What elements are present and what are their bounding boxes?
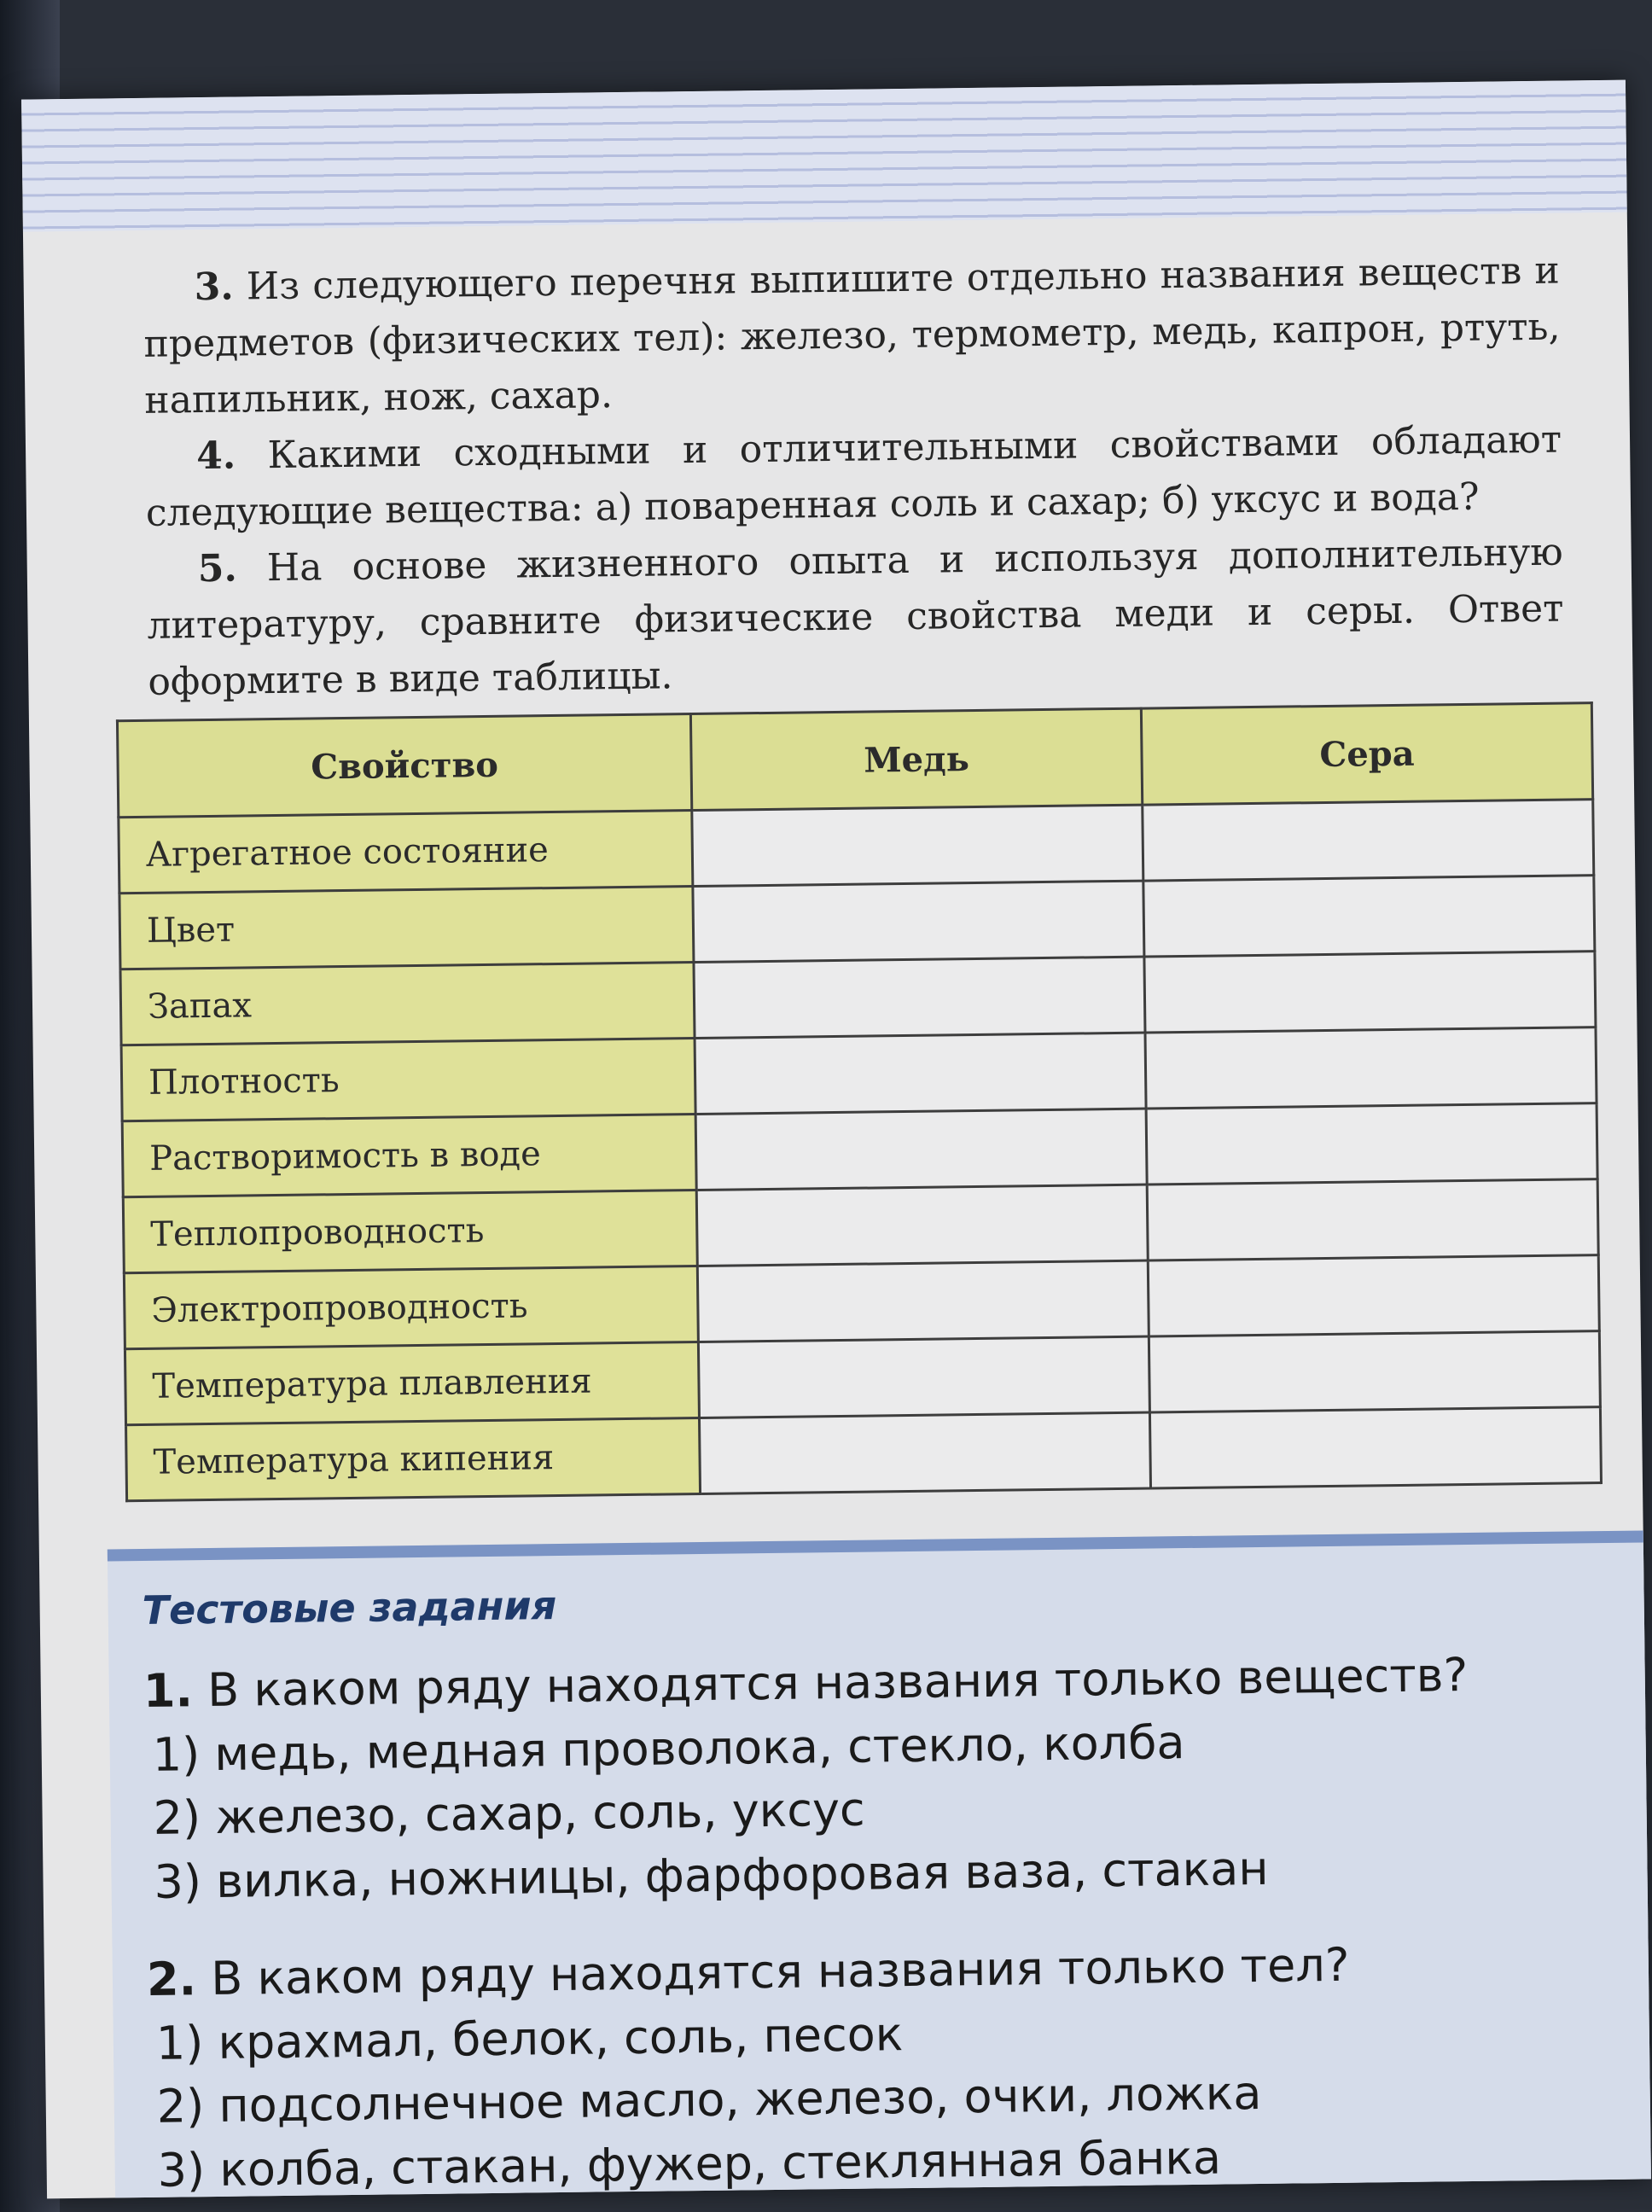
row-label: Цвет <box>119 887 694 969</box>
option: 3) вилка, ножницы, фарфоровая ваза, стакан <box>154 1841 1269 1909</box>
sulfur-cell[interactable] <box>1145 1027 1597 1109</box>
header-sulfur: Сера <box>1141 703 1592 805</box>
copper-cell[interactable] <box>692 805 1143 886</box>
ruled-notebook-strip <box>21 80 1627 232</box>
sulfur-cell[interactable] <box>1143 876 1595 957</box>
row-label: Температура кипения <box>126 1417 701 1500</box>
sulfur-cell[interactable] <box>1148 1255 1599 1336</box>
copper-cell[interactable] <box>694 957 1145 1038</box>
copper-cell[interactable] <box>699 1412 1150 1493</box>
row-label: Плотность <box>121 1039 695 1121</box>
sulfur-cell[interactable] <box>1149 1331 1600 1412</box>
sulfur-cell[interactable] <box>1149 1407 1601 1488</box>
task-4: 4. Какими сходными и отличительными свойствами обладают следующие вещества: а) поваренная соль и сахар; б) уксус и вода? <box>145 417 1562 535</box>
sulfur-cell[interactable] <box>1143 800 1594 881</box>
exercise-section <box>143 243 1574 1502</box>
test-questions <box>143 1642 1600 2198</box>
question-2: 2. В каком ряду находятся названия только тел? <box>146 1937 1350 2007</box>
task-5: 5. На основе жизненного опыта и используя дополнительную литературу, сравните физические свойства меди и серы. Ответ оформите в виде таблицы. <box>147 530 1564 704</box>
question-1: 1. В каком ряду находятся названия только веществ? <box>143 1648 1469 1718</box>
header-copper: Медь <box>690 708 1142 810</box>
copper-cell[interactable] <box>695 1109 1147 1190</box>
option: 1) крахмал, белок, соль, песок <box>155 2006 904 2070</box>
row-label: Температура плавления <box>125 1342 699 1424</box>
sulfur-cell[interactable] <box>1146 1103 1597 1185</box>
copper-cell[interactable] <box>695 1033 1146 1114</box>
sulfur-cell[interactable] <box>1147 1179 1598 1260</box>
test-tasks-title: Тестовые задания <box>142 1582 557 1633</box>
row-label: Теплопроводность <box>123 1190 697 1273</box>
textbook-page <box>21 80 1651 2199</box>
task-3: 3. Из следующего перечня выпишите отдельно названия веществ и предметов (физических тел): железо, термометр, медь, капрон, ртуть, напильник, нож, сахар. <box>143 248 1561 422</box>
option: 2) железо, сахар, соль, уксус <box>153 1782 866 1845</box>
row-label: Запах <box>120 963 695 1045</box>
option: 3) колба, стакан, фужер, стеклянная банка <box>157 2130 1222 2197</box>
header-property: Свойство <box>117 714 691 818</box>
copper-cell[interactable] <box>698 1336 1149 1417</box>
copper-cell[interactable] <box>696 1185 1148 1266</box>
copper-cell[interactable] <box>693 881 1144 962</box>
option: 2) подсолнечное масло, железо, очки, ложка <box>156 2066 1262 2133</box>
properties-table <box>116 701 1603 1502</box>
table-header-row <box>117 703 1592 818</box>
copper-cell[interactable] <box>697 1260 1149 1342</box>
row-label: Электропроводность <box>124 1266 698 1348</box>
sulfur-cell[interactable] <box>1144 952 1596 1033</box>
row-label: Растворимость в воде <box>122 1115 696 1197</box>
row-label: Агрегатное состояние <box>119 811 693 894</box>
option: 1) медь, медная проволока, стекло, колба <box>152 1714 1185 1782</box>
